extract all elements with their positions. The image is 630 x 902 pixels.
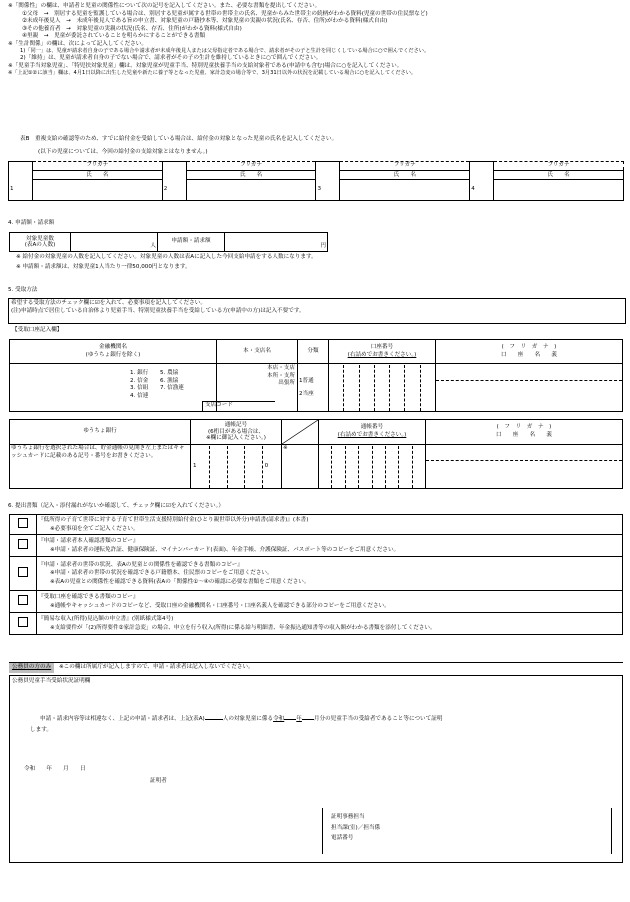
yucho-holder-name-input[interactable] xyxy=(426,461,622,488)
office-line-2: 担当課(室)／担当係 xyxy=(331,824,381,831)
section4-table xyxy=(9,232,328,252)
doc-item-1 xyxy=(37,515,623,535)
checkbox-5[interactable] xyxy=(18,617,28,627)
table-b-input-2[interactable] xyxy=(186,180,316,201)
amount-label: 申請額・請求額 xyxy=(158,233,225,252)
doc-item-4-main: 『受取口座を確認できる書類のコピー』 xyxy=(38,594,139,601)
cert-body-2: 人の対象児童に係る xyxy=(222,716,274,722)
doc-item-2 xyxy=(37,535,623,557)
table-b-name-2: 氏 名 xyxy=(186,171,316,180)
passbook-code-digits xyxy=(191,446,281,488)
cert-title: 公務員児童手当受給状況証明欄 xyxy=(12,678,91,684)
table-b-name-4: 氏 名 xyxy=(494,171,624,180)
cert-date: 令和 年 月 日 xyxy=(24,766,86,772)
yucho-prefix: 1 xyxy=(191,446,210,488)
cert-body-5: 月分の児童手当の受給者であること等について証明 xyxy=(313,716,443,722)
pb-digit-5[interactable] xyxy=(373,446,386,488)
table-b-title: 表B 重複支給の確認等のため、すでに給付金を受給している場合は、給付金の対象となった児童の氏名を記入してください。 xyxy=(20,136,338,142)
holder-kana-input[interactable] xyxy=(436,364,622,381)
yucho-zero: 0 xyxy=(264,462,269,469)
certifier: 証明者 xyxy=(150,778,167,784)
table-b-furigana-4: フリガナ xyxy=(494,162,624,171)
doc-item-3-main: 『申請・請求者の世帯の状況、表Aの児童との関係性を確認できる書類のコピー』 xyxy=(38,561,243,568)
acct-digit-5[interactable] xyxy=(390,365,405,411)
section4-note2: ※ 申請額・請求額は、対象児童1人当たり一律50,000円となります。 xyxy=(16,264,191,270)
branch-types xyxy=(267,365,295,388)
bank-head: 【受取口座記入欄】 xyxy=(12,327,63,333)
doc-item-1-sub: ※必要事項を全てご記入ください。 xyxy=(50,525,139,532)
table-b-num-2: 2 xyxy=(162,180,186,201)
note-livelihood-b: 2)「維持」は、児童が請求者自身の子でない場合で、請求者がその子の生計を維持しているときに○で囲んでください。 xyxy=(20,55,322,62)
doc-item-3 xyxy=(37,557,623,591)
bank-types-left xyxy=(130,370,148,400)
acct-type-1: 1普通 xyxy=(299,378,314,385)
acct-digit-7[interactable] xyxy=(421,365,435,411)
yucho-holder-kana-input[interactable] xyxy=(426,445,622,461)
kome-mark: ※ xyxy=(283,445,288,451)
official-note: ※この欄は所属庁が記入しますので、申請・請求者は記入しないでください。 xyxy=(58,664,254,670)
branch-code[interactable]: 支店コード xyxy=(202,401,275,411)
yucho-holder-input[interactable] xyxy=(426,445,623,489)
code-digit-2[interactable] xyxy=(210,446,227,488)
passbook-num-1: 通帳番号 xyxy=(360,424,384,431)
note-relationship-a: ①父母 → 別居する児童を監護している場合は、別居する児童が属する世帯の世帯主の氏名、児童からみた世帯主の続柄がわかる資料(児童の世帯の住民票など) xyxy=(22,10,428,17)
note-relationship-c: ③その他養育者 → 対象児童の実親の状況(氏名、存否、住所)がわかる資料(様式自由) xyxy=(22,25,242,32)
doc-item-3-sub2: ※表Aの児童との関係性を確認できる資料(表Aの「関係性①～④の確認に必要な書類をご用意ください。 xyxy=(50,578,310,585)
bank-type-3: 3. 信組 xyxy=(130,385,149,392)
yen-unit: 円 xyxy=(320,243,326,250)
pb-digit-6[interactable] xyxy=(386,446,399,488)
passbook-code-label xyxy=(191,420,282,445)
office-box xyxy=(322,808,612,854)
holder-label xyxy=(436,340,623,364)
table-b-furigana-1: フリガナ xyxy=(32,162,162,171)
table-b-furigana-2: フリガナ xyxy=(186,162,316,171)
bank-type-6: 6. 漁協 xyxy=(160,377,179,384)
cert-count-blank[interactable] xyxy=(205,719,223,720)
cert-year-blank[interactable] xyxy=(284,719,296,720)
section5-intro1: 希望する受取方法のチェック欄に☑を入れて、必要事項を記入してください。 xyxy=(11,300,206,306)
checkbox-2[interactable] xyxy=(18,539,28,549)
passbook-code-3: ※欄に御記入ください。) xyxy=(205,435,266,442)
pb-digit-8[interactable] xyxy=(413,446,425,488)
passbook-code-2: (6桁目がある場合は、 xyxy=(207,428,265,435)
passbook-num-2: (右詰めでお書きください。) xyxy=(337,432,407,438)
diagonal-line xyxy=(282,420,318,444)
category-label: 分類 xyxy=(298,340,329,364)
table-b-num-3: 3 xyxy=(316,180,340,201)
yucho-note: ゆうちょ銀行を選択された場合は、貯金通帳の見開き左上またはキャッシュカードに記載のある記号・番号をお書きください。 xyxy=(10,445,191,489)
table-b-furigana-3: フリガナ xyxy=(340,162,470,171)
official-header xyxy=(9,662,623,675)
doc-item-2-main: 『申請・請求者本人確認書類のコピー』 xyxy=(38,538,139,545)
table-b-subtitle: (以下の児童については、今回の給付金の支給対象とはなりません。) xyxy=(38,149,208,155)
pb-digit-7[interactable] xyxy=(399,446,412,488)
diag-cell xyxy=(282,420,319,445)
child-count-label-2: (表Aの人数) xyxy=(24,242,56,248)
acct-num-label-2: (右詰めでお書きください。) xyxy=(347,351,417,358)
holder-name: 口 座 名 義 xyxy=(501,351,557,358)
doc-check-2[interactable] xyxy=(10,535,37,557)
office-line-3: 電話番号 xyxy=(331,835,354,842)
section6-title: 6. 提出書類（記入・添付漏れがないか確認して、チェック欄に☑を入れてください。） xyxy=(8,503,225,509)
code-digit-4[interactable] xyxy=(245,446,262,488)
table-b-num-4: 4 xyxy=(470,180,494,201)
table-b-input-1[interactable] xyxy=(32,180,162,201)
table-b-num-1: 1 xyxy=(9,180,33,201)
acct-num-input[interactable] xyxy=(329,364,436,412)
acct-num-label xyxy=(329,340,436,364)
checkbox-1[interactable] xyxy=(18,518,28,528)
branch-type-1: 本店・支店 xyxy=(267,365,295,371)
doc-item-5 xyxy=(37,613,623,635)
acct-digit-1[interactable] xyxy=(329,365,344,411)
bank-types-right xyxy=(160,370,184,393)
person-unit: 人 xyxy=(150,243,156,250)
official-box xyxy=(9,675,623,863)
doc-item-4-sub: ※通帳やキャッシュカードのコピーなど、受取口座の金融機関名・口座番号・口座名義人を確認できる部分のコピーをご用意ください。 xyxy=(50,602,390,609)
amount-input[interactable] xyxy=(225,233,328,252)
inst-label xyxy=(10,340,217,364)
child-count-label xyxy=(10,233,71,252)
note-relationship-b: ②未成年後見人 → 未成年後見人である旨の申立書、対象児童の戸籍抄本等、対象児童の実親の状況(氏名、存否、住所)がわかる資料(様式自由) xyxy=(22,18,388,25)
code-digit-3[interactable] xyxy=(228,446,245,488)
passbook-num-label xyxy=(319,420,426,445)
inst-label-1: 金融機関名 xyxy=(99,343,127,350)
cert-body-3: 令和 xyxy=(273,716,285,722)
yucho-holder-kana: ( フ リ ガ ナ ) xyxy=(496,424,552,431)
table-b-input-3[interactable] xyxy=(340,180,470,201)
doc-item-2-sub: ※申請・請求者の運転免許証、健康保険証、マイナンバーカード(表面)、年金手帳、介護保険証、パスポート等のコピーをご用意ください。 xyxy=(50,546,400,553)
documents-table xyxy=(9,514,623,635)
cert-body xyxy=(40,716,442,724)
doc-check-5[interactable] xyxy=(10,613,37,635)
checkbox-4[interactable] xyxy=(18,595,28,605)
doc-item-4 xyxy=(37,591,623,613)
cert-body-4: 年 xyxy=(296,716,302,722)
note-allowance: ※「児童手当対象児童」、「特児扶対象児童」欄は、対象児童が児童手当、特別児童扶養手当の支給対象者である(申請中も含む)場合に○を記入してください。 xyxy=(8,62,403,69)
acct-num-label-1: 口座番号 xyxy=(370,343,394,350)
checkbox-3[interactable] xyxy=(18,567,28,577)
doc-check-3[interactable] xyxy=(10,557,37,591)
section5-intro2: (注)申請時点で居住している自治体より児童手当、特別児童扶養手当を受給している方(申請中の方)は記入不要です。 xyxy=(11,307,305,314)
acct-type-2: 2当座 xyxy=(299,390,314,397)
pb-digit-4[interactable] xyxy=(359,446,372,488)
doc-item-5-main: 『簡易な収入(所得)見込額の申立書』(別紙様式第4号) xyxy=(38,616,174,623)
office-line-1: 証明事務担当 xyxy=(331,814,365,820)
child-count-input[interactable] xyxy=(71,233,158,252)
section5-title: 5. 受取方法 xyxy=(8,287,38,293)
acct-num-digits xyxy=(329,365,435,411)
holder-kana: ( フ リ ガ ナ ) xyxy=(501,343,557,350)
yucho-holder-label xyxy=(426,420,623,445)
holder-name-input[interactable] xyxy=(436,381,622,411)
section5-intro-box xyxy=(8,298,626,324)
note-relationship: ※「関係性」の欄は、申請者と児童の関係性について次の記号を記入してください。また、必要な書類を提出してください。 xyxy=(8,3,321,9)
branch-label: 本・支店名 xyxy=(217,340,298,364)
pb-digit-1[interactable] xyxy=(319,446,332,488)
passbook-code-1: 通帳記号 xyxy=(224,421,248,428)
doc-check-1[interactable] xyxy=(10,515,37,535)
section4-title: 4. 申請額・請求額 xyxy=(8,220,55,226)
branch-type-2: 本所・支所 xyxy=(267,372,295,379)
table-b xyxy=(8,161,624,201)
bank-type-7: 7. 信漁連 xyxy=(160,385,184,392)
cert-month-blank[interactable] xyxy=(302,719,314,720)
doc-item-1-main: 『低所得の子育て世帯に対する子育て世帯生活支援特別給付金(ひとり親世帯以外分)申請書(請求書)』(本書) xyxy=(38,517,309,524)
note-livelihood-a: 1)「同一」は、児童が請求者自身の子である場合や請求者が未成年後見人または父母指定者である場合で、請求者がその子と生計を同じくしている場合に○で囲んでください。 xyxy=(20,48,430,55)
yucho-label: ゆうちょ銀行 xyxy=(10,420,191,445)
acct-digit-6[interactable] xyxy=(405,365,420,411)
official-label: 公務員の方のみ xyxy=(9,663,54,673)
passbook-num-input[interactable] xyxy=(319,445,426,489)
yucho-holder-name: 口 座 名 義 xyxy=(496,432,552,438)
acct-digit-4[interactable] xyxy=(375,365,390,411)
bank-type-2: 2. 信金 xyxy=(130,377,149,384)
branch-type-3: 出張所 xyxy=(278,380,295,387)
acct-type[interactable] xyxy=(298,364,329,412)
bank-table xyxy=(9,339,623,412)
notes-block xyxy=(8,3,624,77)
bank-type-5: 5. 農協 xyxy=(160,370,179,376)
passbook-num-digits xyxy=(319,446,425,488)
pb-digit-2[interactable] xyxy=(332,446,345,488)
yucho-table xyxy=(9,419,623,489)
note-livelihood: ※「生計関係」の欄は、次によって記入してください。 xyxy=(8,40,147,47)
child-count-label-1: 対象児童数 xyxy=(26,235,54,242)
cert-body-1: 申請・請求内容等は相違なく、上記の申請・請求者は、上記(表A) xyxy=(40,716,205,722)
kome-cell[interactable] xyxy=(282,445,319,489)
doc-item-3-sub: ※申請・請求者の世帯の状況を確認できる戸籍謄本、住民票のコピーをご用意ください。 xyxy=(50,570,273,577)
inst-label-2: (ゆうちょ銀行を除く) xyxy=(85,351,141,358)
note-above: ※「上記①②に該当」欄は、4月1日以降に出生した児童や新たに養子等となった児童、家計急変の場合等で、3月31日以外の状況を記載している場合に○を記入してください。 xyxy=(8,70,417,77)
acct-digit-2[interactable] xyxy=(344,365,359,411)
branch-input[interactable] xyxy=(205,364,298,412)
inst-input[interactable] xyxy=(10,364,217,412)
bank-type-4: 4. 信連 xyxy=(130,392,149,399)
note-relationship-d: ④里親 → 児童が委託されていることを明らかにすることができる書類 xyxy=(22,33,206,40)
doc-item-5-sub: ※支給要件が「(2)所得要件②家計急変」の場合、申立を行う収入(所得)に係る給与明細書、年金振込通知書等の収入額がわかる書類を添付してください。 xyxy=(50,624,436,631)
section4-note1: ※ 給付金の対象児童の人数を記入してください。対象児童の人数は表Aに記入した今回支給申請をする人数になります。 xyxy=(16,254,317,260)
doc-check-4[interactable] xyxy=(10,591,37,613)
passbook-code-input[interactable] xyxy=(191,445,282,489)
table-b-input-4[interactable] xyxy=(494,180,624,201)
acct-digit-3[interactable] xyxy=(360,365,375,411)
cert-body-6: します。 xyxy=(30,727,52,733)
table-b-name-3: 氏 名 xyxy=(340,171,470,180)
bank-type-1: 1. 銀行 xyxy=(130,370,149,376)
pb-digit-3[interactable] xyxy=(346,446,359,488)
holder-input[interactable] xyxy=(436,364,623,412)
table-b-name-1: 氏 名 xyxy=(32,171,162,180)
